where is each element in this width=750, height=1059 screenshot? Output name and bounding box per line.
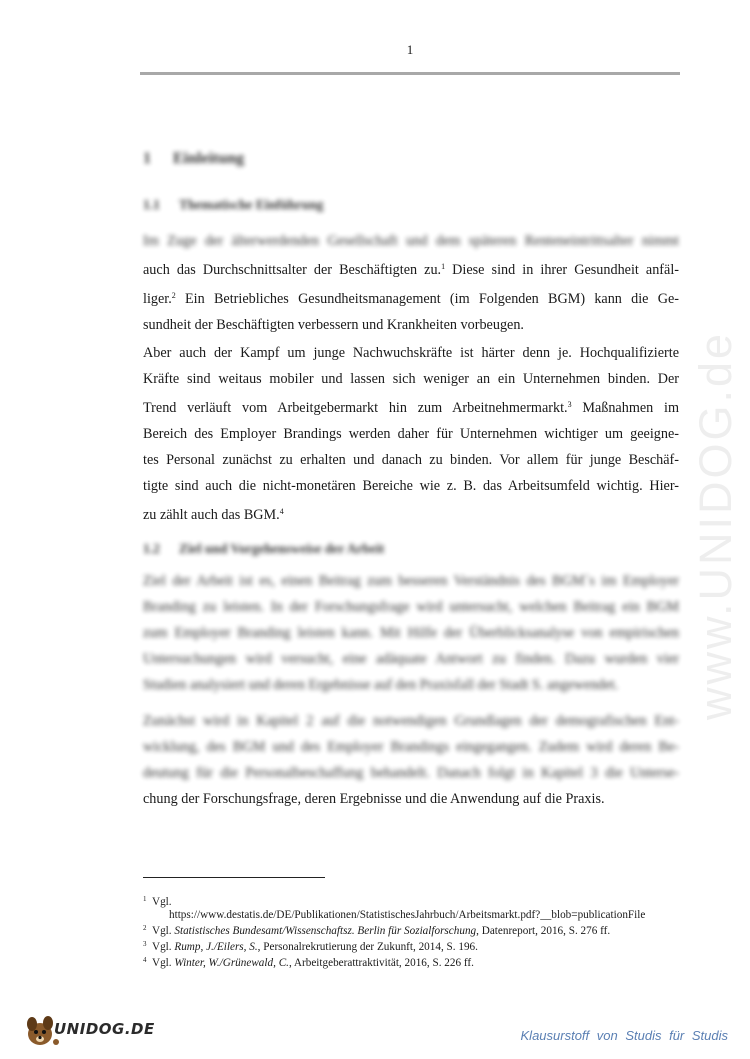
text-line: Branding zu leisten. In der Forschungsfrage wird untersucht, welchen Beitrag ein BGM — [143, 599, 679, 615]
text-line: Ziel der Arbeit ist es, einen Beitrag zum besseren Verständnis des BGM´s im Employer — [143, 573, 679, 589]
footnote-number: 3 — [143, 940, 147, 948]
footnote-author: Rump, J./Eilers, S. — [174, 941, 258, 953]
footnotes — [143, 893, 683, 970]
paragraph-intro — [143, 228, 679, 338]
footnote-author: Statistisches Bundesamt/Wissenschaftsz. Berlin für Sozialforschung — [174, 925, 477, 937]
footnote-text: , Arbeitgeberattraktivität, 2016, S. 226 ff. — [288, 957, 474, 969]
paragraph-structure — [143, 708, 679, 812]
footnote-number: 1 — [143, 895, 147, 903]
text-fragment: Maßnahmen im — [571, 400, 679, 416]
text-line — [143, 254, 679, 283]
footnote-text: Vgl. — [152, 957, 175, 969]
text-fragment: auch das Durchschnittsalter der Beschäftigten zu. — [143, 262, 442, 278]
paragraph-talent — [143, 340, 679, 528]
footnote-text: Vgl. — [152, 941, 175, 953]
text-line: chung der Forschungsfrage, deren Ergebnisse und die Anwendung auf die Praxis. — [143, 791, 605, 807]
text-line: Im Zuge der älterwerdenden Gesellschaft und dem späteren Renteneintrittsalter nimmt — [143, 233, 679, 249]
text-line: Kräfte sind weitaus mobiler und lassen sich weniger an ein Unternehmen binden. Der — [143, 371, 679, 387]
footnote-author: Winter, W./Grünewald, C. — [174, 957, 289, 969]
text-line: sundheit der Beschäftigten verbessern und Krankheiten vorbeugen. — [143, 317, 524, 333]
text-line: deutung für die Personalbeschaffung behandelt. Danach folgt in Kapitel 3 die Unterse- — [143, 765, 679, 781]
text-line: zum Employer Branding leisten kann. Mit Hilfe der Überblicksanalyse von empirischen — [143, 625, 679, 641]
text-line — [143, 283, 679, 312]
footnote-number: 2 — [143, 924, 147, 932]
text-line: Aber auch der Kampf um junge Nachwuchskräfte ist härter denn je. Hochqualifizierte — [143, 345, 679, 361]
section-number: 1.1 — [143, 197, 160, 212]
text-fragment: zu zählt auch das BGM. — [143, 507, 280, 523]
footnote-number: 4 — [143, 956, 147, 964]
footnote-4 — [143, 954, 683, 970]
text-line: Studien analysiert und deren Ergebnisse auf den Praxisfall der Stadt S. angewendet. — [143, 677, 619, 693]
section-heading-1-1 — [143, 197, 323, 213]
footnote-1 — [143, 893, 683, 922]
footnote-text: , Datenreport, 2016, S. 276 ff. — [476, 925, 611, 937]
footnote-ref: 3 — [567, 400, 572, 409]
footnote-2 — [143, 922, 683, 938]
footnote-text: , Personalrekrutierung der Zukunft, 2014, S. 196. — [257, 941, 478, 953]
header-rule — [140, 72, 680, 75]
text-line — [143, 392, 679, 421]
text-line: Zunächst wird in Kapitel 2 auf die notwendigen Grundlagen der demografischen Ent- — [143, 713, 679, 729]
footnote-text: Vgl. — [152, 896, 172, 908]
footnote-3 — [143, 938, 683, 954]
text-line: Bereich des Employer Brandings werden daher für Unternehmen wichtiger um geeigne- — [143, 426, 679, 442]
section-title: Ziel und Vorgehensweise der Arbeit — [179, 541, 385, 556]
section-number: 1.2 — [143, 541, 160, 556]
section-title: Thematische Einführung — [179, 197, 324, 212]
tagline: Klausurstoff von Studis für Studis — [520, 1028, 728, 1043]
chapter-heading — [143, 150, 244, 168]
footnote-ref: 4 — [279, 507, 284, 516]
footnote-url: https://www.destatis.de/DE/Publikationen/StatistischesJahrbuch/Arbeitsmarkt.pdf?__blob=publicationFile — [169, 909, 646, 921]
footnote-text: Vgl. — [152, 925, 175, 937]
section-heading-1-2 — [143, 541, 384, 557]
text-line: wicklung, des BGM und des Employer Brandings eingegangen. Zudem wird deren Be- — [143, 739, 679, 755]
text-line — [143, 499, 679, 528]
logo-text: UNIDOG.DE — [54, 1020, 155, 1038]
text-fragment: Trend verläuft vom Arbeitgebermarkt hin zum Arbeitnehmermarkt. — [143, 400, 568, 416]
watermark: www.UNIDOG.de — [690, 330, 741, 720]
page-number: 1 — [406, 42, 414, 57]
text-fragment: Ein Betriebliches Gesundheitsmanagement (im Folgenden BGM) kann die Ge- — [175, 291, 679, 307]
footnote-ref: 1 — [441, 262, 446, 271]
text-line: tigte sind auch die nicht-monetären Bereiche wie z. B. das Arbeitsumfeld wichtig. Hier- — [143, 478, 679, 494]
text-fragment: Diese sind in ihrer Gesundheit anfäl- — [445, 262, 679, 278]
chapter-title: Einleitung — [173, 150, 245, 167]
paragraph-goal — [143, 568, 679, 698]
footnote-separator — [143, 877, 325, 878]
text-fragment: liger. — [143, 291, 172, 307]
footnote-ref: 2 — [171, 291, 176, 300]
text-line: tes Personal zunächst zu erhalten und danach zu binden. Vor allem für junge Beschäf- — [143, 452, 679, 468]
text-line: Untersuchungen wird versucht, eine adäquate Antwort zu finden. Dazu wurden vier — [143, 651, 679, 667]
chapter-number: 1 — [143, 150, 151, 167]
